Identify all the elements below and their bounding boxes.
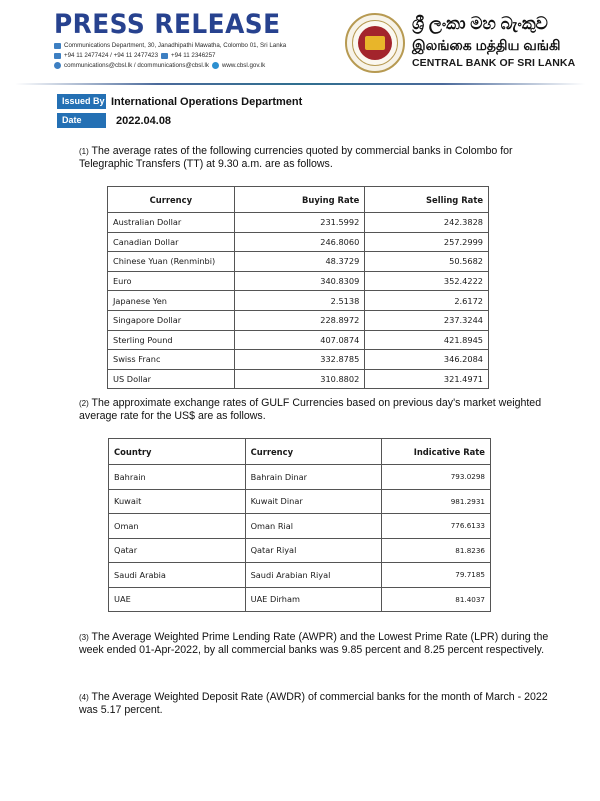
section-3-text: (3) The Average Weighted Prime Lending Rate (AWPR) and the Lowest Prime Rate (LPR) during the week ended 01-Apr-2022, by all commercial banks was 9.85 percent and 8.25 percent respectively. (79, 631, 549, 656)
table-row: Chinese Yuan (Renminbi) 48.3729 50.5682 (108, 252, 489, 272)
table-row: Singapore Dollar 228.8972 237.3244 (108, 310, 489, 330)
bank-name-english: CENTRAL BANK OF SRI LANKA (412, 57, 576, 69)
website-link[interactable]: www.cbsl.gov.lk (221, 62, 266, 69)
section-4-text: (4) The Average Weighted Deposit Rate (AWDR) of commercial banks for the month of March - 2022 was 5.17 percent. (79, 691, 548, 716)
phone-line (54, 52, 216, 59)
email-text[interactable]: communications@cbsl.lk / dcommunications@cbsl.lk (64, 62, 209, 69)
date-row (57, 113, 171, 128)
email-line (54, 62, 265, 69)
table-row: Oman Oman Rial 776.6133 (109, 514, 491, 539)
table-row: Kuwait Kuwait Dinar 981.2931 (109, 489, 491, 514)
issued-by-value: International Operations Department (111, 95, 303, 108)
section-1-text: (1) The average rates of the following currencies quoted by commercial banks in Colombo for Telegraphic Transfers (TT) at 9.30 a.m. are as follows. (79, 145, 513, 170)
fax-text: +94 11 2346257 (171, 52, 216, 59)
table-row: Canadian Dollar 246.8060 257.2999 (108, 232, 489, 252)
table-row: US Dollar 310.8802 321.4971 (108, 369, 489, 389)
phone-text: +94 11 2477424 / +94 11 2477423 (64, 52, 159, 59)
table-header-row: Country Currency Indicative Rate (109, 439, 491, 465)
cbsl-seal-logo (345, 13, 405, 73)
table-row: Japanese Yen 2.5138 2.6172 (108, 291, 489, 311)
date-label: Date (57, 113, 106, 128)
email-icon (54, 62, 61, 69)
letterhead (0, 0, 600, 90)
bank-name-tamil: இலங்கை மத்திய வங்கி (412, 37, 561, 53)
gulf-rates-table (108, 438, 491, 612)
phone-icon (54, 53, 61, 59)
table-row: Saudi Arabia Saudi Arabian Riyal 79.7185 (109, 563, 491, 588)
bank-name-sinhala: ශ්‍රී ලංකා මහ බැංකුව (412, 14, 548, 33)
tt-rates-table (107, 186, 489, 389)
fax-icon (161, 53, 168, 59)
table-row: Australian Dollar 231.5992 242.3828 (108, 213, 489, 233)
date-value: 2022.04.08 (116, 114, 172, 127)
envelope-icon (54, 43, 61, 49)
globe-icon (212, 62, 219, 69)
table-row: Qatar Qatar Riyal 81.8236 (109, 538, 491, 563)
table-row: Swiss Franc 332.8785 346.2084 (108, 350, 489, 370)
table-row: Euro 340.8309 352.4222 (108, 271, 489, 291)
header-divider (15, 83, 585, 85)
issued-by-row (57, 94, 302, 109)
section-2-text: (2) The approximate exchange rates of GULF Currencies based on previous day's market weighted average rate for the US$ are as follows. (79, 397, 542, 422)
table-row: Bahrain Bahrain Dinar 793.0298 (109, 465, 491, 490)
lion-emblem-icon (365, 36, 385, 50)
table-header-row: Currency Buying Rate Selling Rate (108, 187, 489, 213)
address-line (54, 42, 286, 49)
press-release-title: PRESS RELEASE (54, 9, 281, 40)
table-row: Sterling Pound 407.0874 421.8945 (108, 330, 489, 350)
table-row: UAE UAE Dirham 81.4037 (109, 587, 491, 612)
address-text: Communications Department, 30, Janadhipathi Mawatha, Colombo 01, Sri Lanka (64, 42, 287, 49)
issued-by-label: Issued By (57, 94, 106, 109)
